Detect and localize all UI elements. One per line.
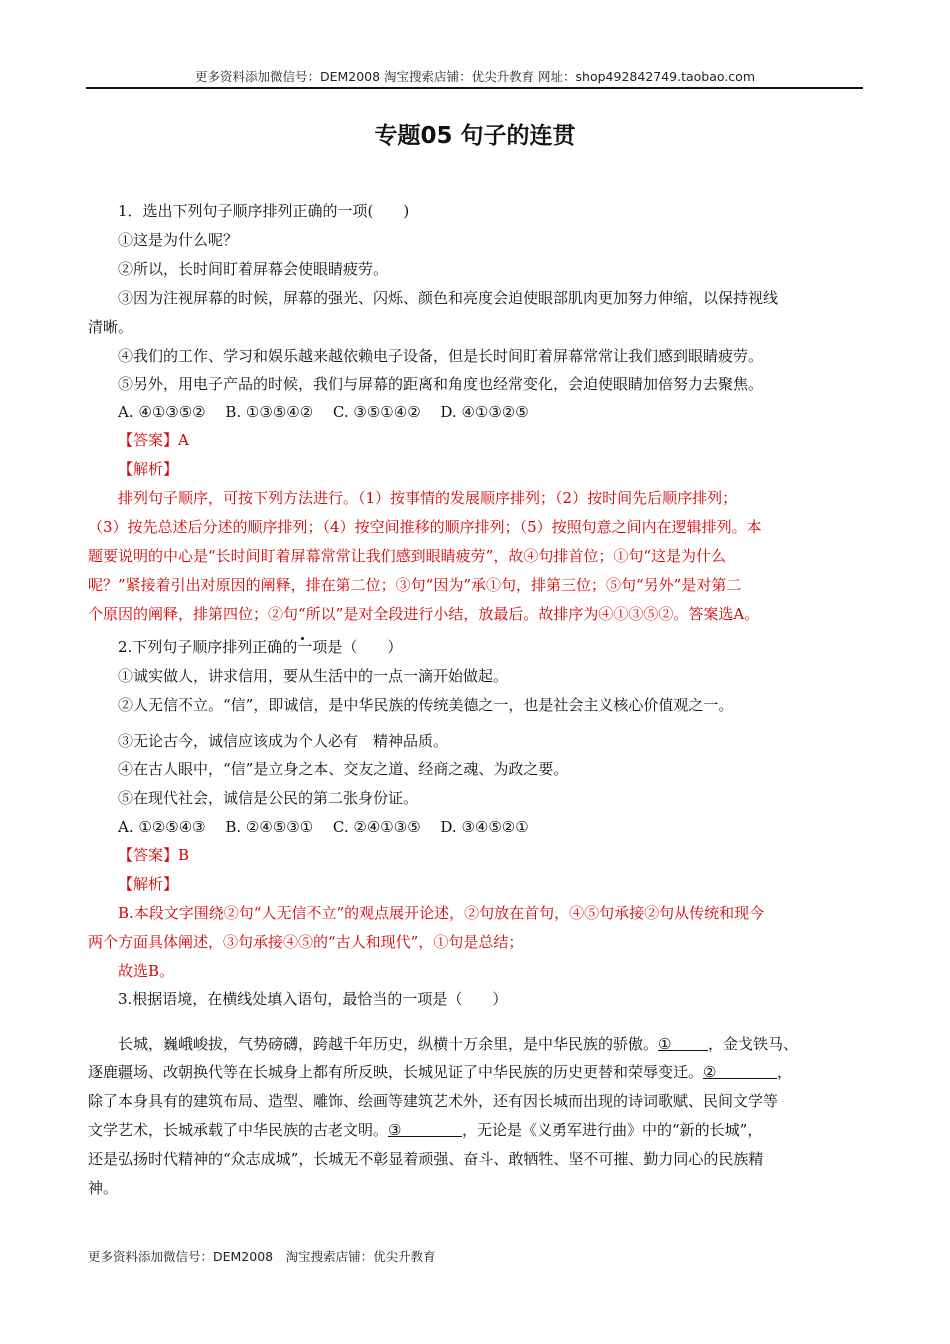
q2-sentence-2: ②人无信不立。“信”，即诚信，是中华民族的传统美德之一，也是社会主义核心价值观之一。 (118, 696, 734, 714)
q3-blank-2[interactable]: ② (703, 1062, 777, 1079)
q1-analysis-line: 个原因的阐释，排第四位；②句“所以”是对全段进行小结，放最后。故排序为④①③⑤②。答案选A。 (88, 605, 760, 623)
q1-stem: 1．选出下列句子顺序排列正确的一项( ) (118, 202, 410, 220)
q2-analysis-line: 两个方面具体阐述，③句承接④⑤的“古人和现代”，①句是总结； (88, 933, 524, 951)
q3-passage-line (88, 1120, 762, 1140)
page-header: 更多资料添加微信号：DEM2008 淘宝搜索店铺：优尖升教育 网址：shop492842749.taobao.com (194, 69, 756, 84)
q1-sentence-2: ②所以，长时间盯着屏幕会使眼睛疲劳。 (118, 260, 389, 278)
q2-sentence-5: ⑤在现代社会，诚信是公民的第二张身份证。 (118, 789, 419, 807)
q3-blank-1[interactable]: ① (658, 1034, 708, 1051)
q1-sentence-1: ①这是为什么呢？ (118, 231, 239, 249)
q3-passage-line: 还是弘扬时代精神的“众志成城”，长城无不彰显着顽强、奋斗、敢牺牲、坚不可摧、勤力同心的民族精 (88, 1150, 764, 1168)
q1-sentence-3: ③因为注视屏幕的时候，屏幕的强光、闪烁、颜色和亮度会迫使眼部肌肉更加努力伸缩，以保持视线 (118, 289, 779, 307)
q1-analysis-line: 排列句子顺序，可按下列方法进行。（1）按事情的发展顺序排列；（2）按时间先后顺序排列； (118, 489, 738, 507)
q3-text: ，金戈铁马、 (708, 1035, 799, 1053)
q1-sentence-4: ④我们的工作、学习和娱乐越来越依赖电子设备，但是长时间盯着屏幕常常让我们感到眼睛疲劳。 (118, 347, 764, 365)
header-divider (86, 87, 863, 89)
q2-sentence-4: ④在古人眼中，“信”是立身之本、交友之道、经商之魂、为政之要。 (118, 760, 569, 778)
q2-options: A. ①②⑤④③ B. ②④⑤③① C. ②④①③⑤ D. ③④⑤②① (118, 818, 529, 836)
q3-passage-line: 神。 (88, 1179, 119, 1197)
q3-passage-line: 除了本身具有的建筑布局、造型、雕饰、绘画等建筑艺术外，还有因长城而出现的诗词歌赋、民间文学等 (88, 1092, 779, 1110)
q3-passage-line (88, 1062, 792, 1082)
q1-options: A. ④①③⑤② B. ①③⑤④② C. ③⑤①④② D. ④①③②⑤ (118, 403, 529, 421)
q2-analysis-line: 故选B。 (118, 962, 175, 980)
q2-analysis-label: 【解析】 (118, 875, 179, 893)
q3-text: 逐鹿疆场、改朝换代等在长城身上都有所反映，长城见证了中华民族的历史更替和荣辱变迁。 (88, 1063, 704, 1081)
q3-blank-3[interactable]: ③ (388, 1120, 462, 1137)
q2-stem: 2.下列句子顺序排列正确的一项是（ ） (118, 638, 403, 656)
q3-text: ，无论是《义勇军进行曲》中的“新的长城”， (462, 1121, 763, 1139)
q1-answer: 【答案】A (118, 431, 189, 449)
q2-analysis-line: B.本段文字围绕②句“人无信不立”的观点展开论述，②句放在首句，④⑤句承接②句从传统和现今 (118, 904, 765, 922)
q2-sentence-3: ③无论古今，诚信应该成为个人必有 精神品质。 (118, 732, 449, 750)
q2-answer: 【答案】B (118, 846, 190, 864)
q3-passage-line (118, 1034, 798, 1054)
q3-text: ， (777, 1063, 793, 1081)
q1-analysis-line: （3）按先总述后分述的顺序排列；（4）按空间推移的顺序排列；（5）按照句意之间内在逻辑排列。本 (88, 518, 762, 536)
q2-sentence-1: ①诚实做人，讲求信用，要从生活中的一点一滴开始做起。 (118, 667, 509, 685)
q3-text: 文学艺术，长城承载了中华民族的古老文明。 (88, 1121, 389, 1139)
q1-analysis-line: 题要说明的中心是“长时间盯着屏幕常常让我们感到眼睛疲劳”，故④句排首位；①句“这是为什么 (88, 547, 727, 565)
q1-sentence-3-cont: 清晰。 (88, 318, 134, 336)
q1-sentence-5: ⑤另外，用电子产品的时候，我们与屏幕的距离和角度也经常变化，会迫使眼睛加倍努力去聚焦。 (118, 375, 764, 393)
q3-stem: 3.根据语境，在横线处填入语句，最恰当的一项是（ ） (118, 990, 508, 1008)
q1-analysis-label: 【解析】 (118, 460, 179, 478)
q1-analysis-line: 呢？”紧接着引出对原因的阐释，排在第二位；③句“因为”承①句，排第三位；⑤句“另外”是对第二 (88, 576, 742, 594)
page-title: 专题05 句子的连贯 (374, 123, 576, 149)
q3-text: 长城，巍峨峻拔，气势磅礴，跨越千年历史，纵横十万余里，是中华民族的骄傲。 (118, 1035, 659, 1053)
page-footer: 更多资料添加微信号：DEM2008 淘宝搜索店铺：优尖升教育 (88, 1249, 436, 1264)
